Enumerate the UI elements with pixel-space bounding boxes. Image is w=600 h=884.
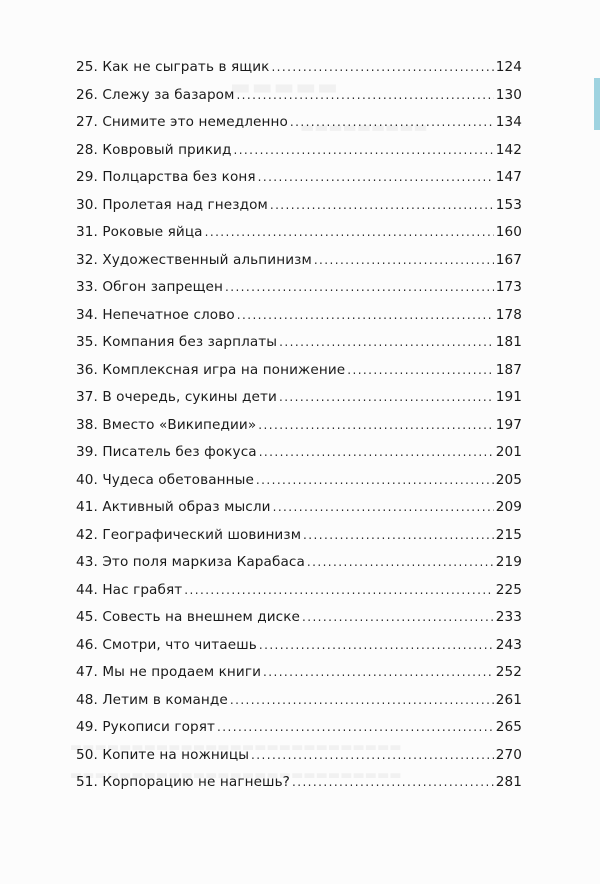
toc-entry <box>76 774 522 802</box>
toc-dot-leader <box>259 638 494 652</box>
toc-entry-page-number: 160 <box>495 224 522 240</box>
toc-entry <box>76 224 522 252</box>
toc-entry <box>76 252 522 280</box>
toc-dot-leader <box>302 610 494 624</box>
toc-entry <box>76 389 522 417</box>
toc-dot-leader <box>184 583 493 597</box>
toc-entry-page-number: 124 <box>495 59 522 75</box>
toc-entry-title: 44. Нас грабят <box>76 581 183 598</box>
toc-entry-page-number: 187 <box>495 361 522 378</box>
toc-dot-leader <box>217 720 494 734</box>
toc-entry-title: 35. Компания без зарплаты <box>76 334 278 350</box>
toc-dot-leader <box>290 115 494 129</box>
toc-entry-title: 49. Рукописи горят <box>76 719 216 735</box>
toc-entry-title: 41. Активный образ мысли <box>76 499 271 515</box>
toc-entry <box>76 582 522 610</box>
toc-entry-title: 48. Летим в команде <box>76 691 228 708</box>
toc-entry-page-number: 191 <box>495 389 522 405</box>
toc-dot-leader <box>205 225 494 239</box>
toc-entry-title: 38. Вместо «Википедии» <box>76 416 257 433</box>
toc-entry-page-number: 233 <box>495 609 522 625</box>
toc-entry <box>76 307 522 335</box>
toc-dot-leader <box>233 143 493 157</box>
toc-entry <box>76 362 522 390</box>
toc-entry-title: 32. Художественный альпинизм <box>76 251 312 268</box>
toc-dot-leader <box>230 693 494 707</box>
toc-entry-title: 30. Пролетая над гнездом <box>76 196 268 213</box>
toc-entry-page-number: 243 <box>495 636 522 653</box>
toc-entry <box>76 114 522 142</box>
toc-entry-page-number: 215 <box>495 526 522 543</box>
toc-entry <box>76 142 522 170</box>
toc-entry-page-number: 252 <box>495 664 522 680</box>
toc-entry-page-number: 261 <box>495 691 522 708</box>
toc-dot-leader <box>292 775 494 789</box>
toc-dot-leader <box>314 253 494 267</box>
toc-entry-title: 29. Полцарства без коня <box>76 169 256 185</box>
toc-entry <box>76 417 522 445</box>
toc-entry-page-number: 225 <box>495 581 522 598</box>
toc-entry <box>76 554 522 582</box>
toc-entry-title: 47. Мы не продаем книги <box>76 664 262 680</box>
toc-entry-page-number: 142 <box>495 141 522 158</box>
toc-dot-leader <box>259 445 494 459</box>
toc-entry <box>76 609 522 637</box>
toc-entry <box>76 279 522 307</box>
toc-dot-leader <box>271 60 493 74</box>
toc-entry-title: 28. Ковровый прикид <box>76 141 232 158</box>
toc-entry-page-number: 181 <box>495 334 522 350</box>
toc-entry <box>76 472 522 500</box>
toc-entry <box>76 87 522 115</box>
toc-entry-title: 27. Снимите это немедленно <box>76 114 288 130</box>
toc-entry-page-number: 270 <box>495 746 522 763</box>
toc-dot-leader <box>263 665 494 679</box>
toc-entry-page-number: 178 <box>495 306 522 323</box>
toc-entry-title: 31. Роковые яйца <box>76 224 203 240</box>
toc-dot-leader <box>256 473 494 487</box>
page-edge-tab <box>594 78 600 130</box>
toc-entry <box>76 499 522 527</box>
toc-entry-title: 40. Чудеса обетованные <box>76 471 254 488</box>
toc-entry-page-number: 205 <box>495 471 522 488</box>
toc-dot-leader <box>225 280 494 294</box>
toc-entry-title: 45. Совесть на внешнем диске <box>76 609 300 625</box>
toc-dot-leader <box>307 555 494 569</box>
toc-entry-page-number: 197 <box>495 416 522 433</box>
toc-entry <box>76 59 522 87</box>
toc-dot-leader <box>258 170 494 184</box>
toc-entry-title: 46. Смотри, что читаешь <box>76 636 257 653</box>
toc-entry-title: 42. Географический шовинизм <box>76 526 302 543</box>
toc-dot-leader <box>279 335 494 349</box>
toc-entry-title: 26. Слежу за базаром <box>76 86 235 103</box>
toc-entry-page-number: 281 <box>495 774 522 790</box>
toc-entry-title: 50. Копите на ножницы <box>76 746 250 763</box>
toc-entry-page-number: 173 <box>495 279 522 295</box>
toc-entry-page-number: 219 <box>495 554 522 570</box>
toc-entry-title: 34. Непечатное слово <box>76 306 235 323</box>
toc-dot-leader <box>303 528 494 542</box>
toc-entry-page-number: 201 <box>495 444 522 460</box>
toc-entry-title: 33. Обгон запрещен <box>76 279 223 295</box>
toc-entry-page-number: 134 <box>495 114 522 130</box>
toc-dot-leader <box>273 500 494 514</box>
toc-dot-leader <box>347 363 494 377</box>
toc-entry-page-number: 167 <box>495 251 522 268</box>
toc-entry <box>76 637 522 665</box>
toc-entry <box>76 692 522 720</box>
toc-dot-leader <box>258 418 493 432</box>
toc-entry <box>76 747 522 775</box>
toc-dot-leader <box>270 198 494 212</box>
toc-entry <box>76 527 522 555</box>
toc-entry-page-number: 130 <box>495 86 522 103</box>
toc-dot-leader <box>251 748 494 762</box>
toc-entry <box>76 334 522 362</box>
toc-entry-title: 37. В очередь, сукины дети <box>76 389 277 405</box>
toc-entry-title: 25. Как не сыграть в ящик <box>76 59 270 75</box>
toc-entry-title: 36. Комплексная игра на понижение <box>76 361 346 378</box>
toc-entry-title: 43. Это поля маркиза Карабаса <box>76 554 305 570</box>
toc-entry <box>76 444 522 472</box>
toc-dot-leader <box>237 308 494 322</box>
toc-entry <box>76 719 522 747</box>
toc-entry <box>76 664 522 692</box>
toc-entry-title: 51. Корпорацию не нагнешь? <box>76 774 290 790</box>
toc-entry <box>76 197 522 225</box>
table-of-contents <box>76 59 522 802</box>
toc-entry-title: 39. Писатель без фокуса <box>76 444 257 460</box>
toc-entry-page-number: 153 <box>495 196 522 213</box>
toc-entry-page-number: 147 <box>495 169 522 185</box>
toc-dot-leader <box>236 88 493 102</box>
toc-entry-page-number: 209 <box>495 499 522 515</box>
toc-entry-page-number: 265 <box>495 719 522 735</box>
toc-entry <box>76 169 522 197</box>
toc-dot-leader <box>279 390 494 404</box>
